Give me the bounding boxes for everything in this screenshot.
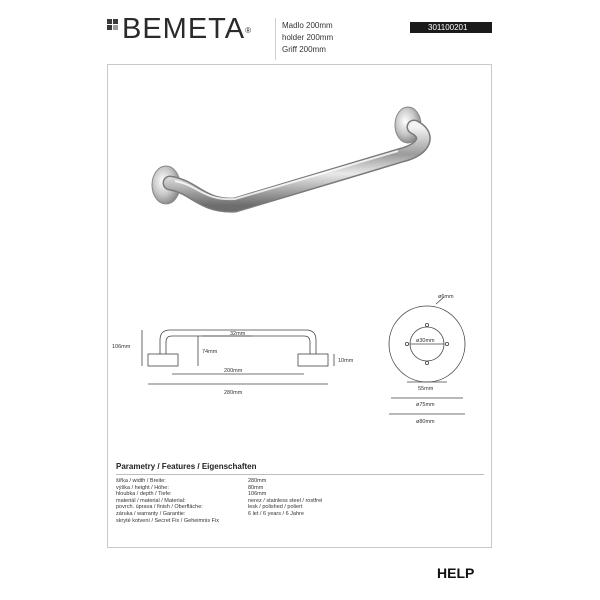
- product-photo: [140, 95, 450, 225]
- parameter-value: 80mm: [248, 484, 264, 491]
- dim-total-length: 280mm: [224, 390, 243, 396]
- parameter-value: 6 let / 6 years / 6 Jahre: [248, 510, 304, 517]
- parameter-label: povrch. úprava / finish / Oberfläche:: [116, 504, 203, 511]
- parameter-value: nerez / stainless steel / rostfrei: [248, 497, 323, 504]
- parameter-row: [116, 498, 484, 505]
- parameter-row: [116, 478, 484, 485]
- brand-logo: [122, 14, 252, 44]
- dim-outer-diameter: ø80mm: [416, 419, 435, 425]
- parameter-row: [116, 485, 484, 492]
- registered-mark: ®: [245, 26, 252, 35]
- parameter-value: 106mm: [248, 491, 267, 498]
- header-divider: [275, 18, 276, 60]
- parameters-title: Parametry / Features / Eigenschaften: [116, 462, 484, 475]
- product-name-de: Griff 200mm: [282, 45, 326, 54]
- parameter-row: [116, 504, 484, 511]
- series-name: HELP: [437, 565, 475, 581]
- product-code: 301100201: [410, 22, 492, 33]
- product-names: [282, 20, 333, 56]
- parameter-label: záruka / warranty / Garantie:: [116, 510, 186, 517]
- product-name-cz: Madlo 200mm: [282, 21, 333, 30]
- parameter-label: šířka / width / Breite:: [116, 478, 166, 484]
- side-view-drawing: [112, 318, 372, 398]
- dim-holes: 55mm: [418, 386, 434, 392]
- parameter-label: materiál / material / Material:: [116, 497, 186, 504]
- dim-screw: ø6mm: [438, 294, 454, 300]
- parameter-label: skryté kotvení / Secret Fix / Geheimnis Fix: [116, 517, 220, 524]
- product-name-en: holder 200mm: [282, 33, 334, 42]
- brand-name: BEMETA: [122, 13, 246, 45]
- parameter-value: [248, 518, 484, 525]
- logo-squares-icon: [107, 19, 118, 30]
- parameter-row: [116, 511, 484, 518]
- dim-tube: 32mm: [230, 331, 246, 337]
- dim-inner-height: 74mm: [202, 349, 218, 355]
- parameter-label: hloubka / depth / Tiefe:: [116, 491, 172, 498]
- flange-drawing: [380, 292, 480, 434]
- dim-base: 10mm: [338, 358, 354, 364]
- dim-inner-diameter: ø30mm: [416, 338, 435, 344]
- parameters-table: [116, 462, 484, 524]
- dim-height: 106mm: [112, 344, 131, 350]
- parameter-value: lesk / polished / poliert: [248, 504, 303, 511]
- dim-inner-length: 200mm: [224, 368, 243, 374]
- parameter-value: 280mm: [248, 478, 267, 484]
- parameter-row: [116, 518, 484, 525]
- dim-middle-diameter: ø75mm: [416, 402, 435, 408]
- parameter-row: [116, 491, 484, 498]
- parameter-label: výška / height / Höhe:: [116, 484, 169, 491]
